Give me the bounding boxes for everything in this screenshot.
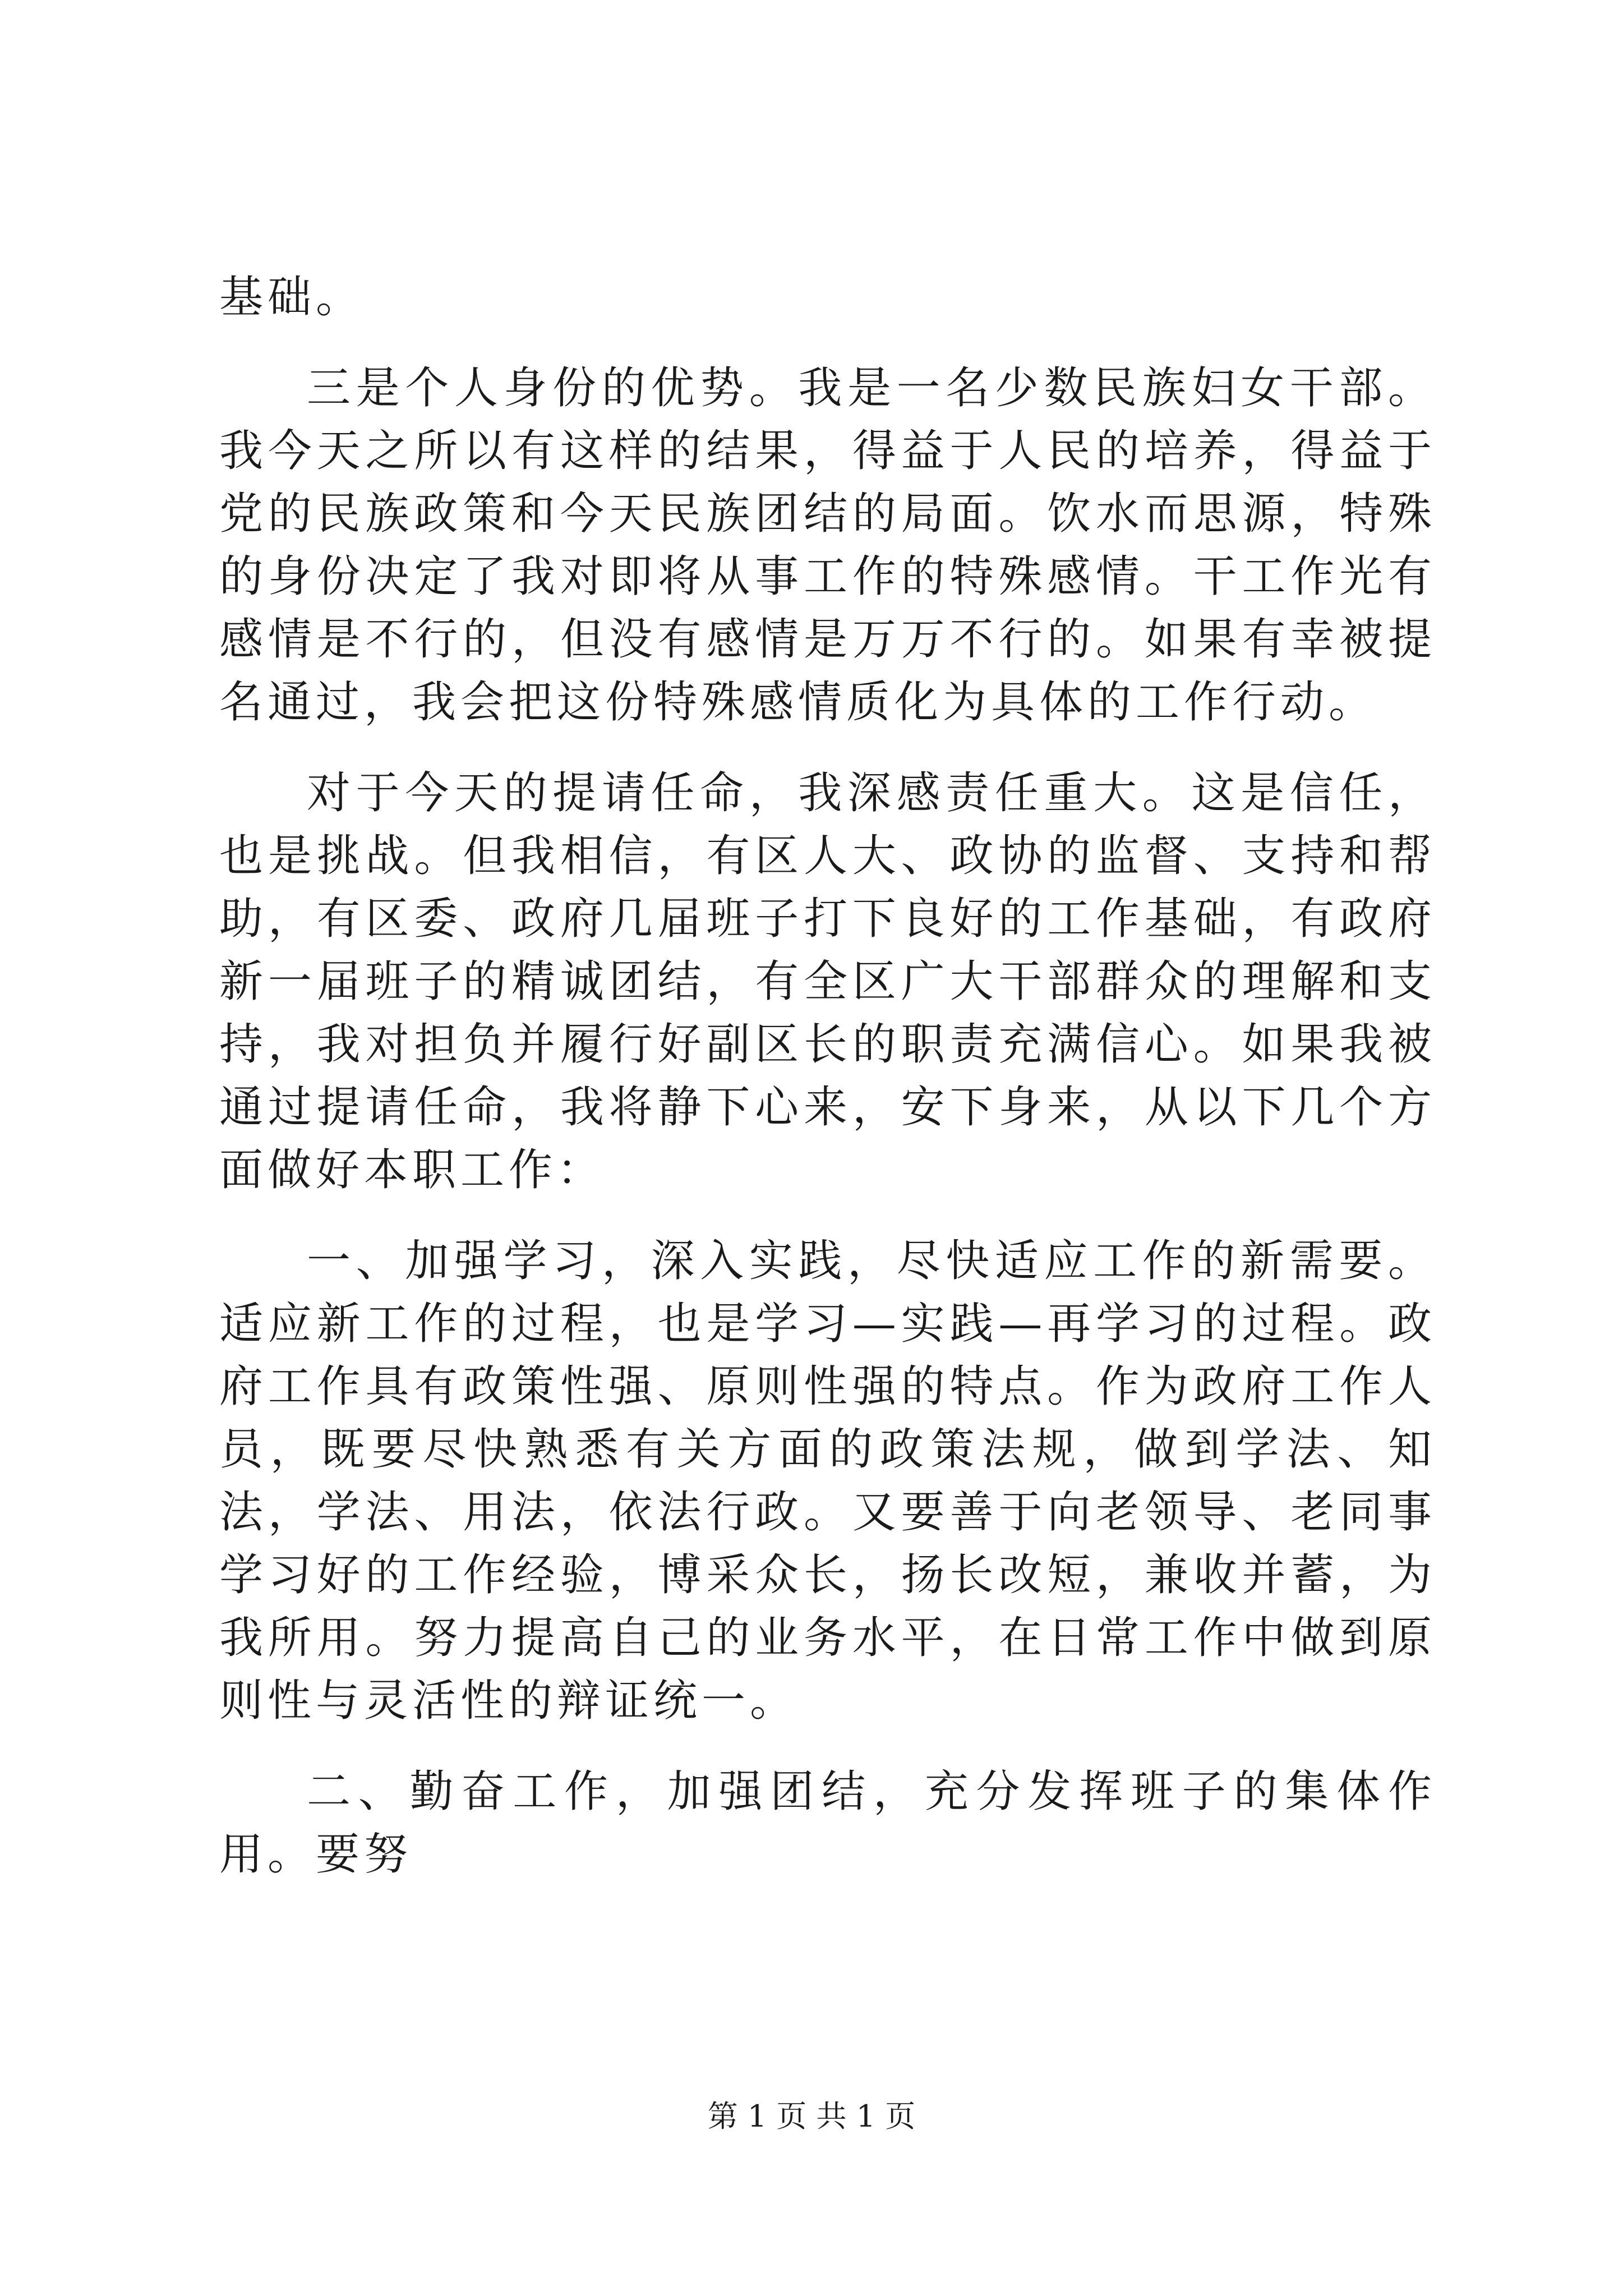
document-body [219,266,1436,1886]
page-number-label: 第 1 页 共 1 页 [707,2099,916,2134]
paragraph-4: 一、加强学习，深入实践，尽快适应工作的新需要。适应新工作的过程，也是学习—实践—再学习的过程。政府工作具有政策性强、原则性强的特点。作为政府工作人员，既要尽快熟悉有关方面的政策法规，做到学法、知法，学法、用法，依法行政。又要善于向老领导、老同事学习好的工作经验，博采众长，扬长改短，兼收并蓄，为我所用。努力提高自己的业务水平，在日常工作中做到原则性与灵活性的辩证统一。 [219,1236,1436,1726]
paragraph-2: 三是个人身份的优势。我是一名少数民族妇女干部。我今天之所以有这样的结果，得益于人民的培养，得益于党的民族政策和今天民族团结的局面。饮水而思源，特殊的身份决定了我对即将从事工作的特殊感情。干工作光有感情是不行的，但没有感情是万万不行的。如果有幸被提名通过，我会把这份特殊感情质化为具体的工作行动。 [219,363,1436,728]
paragraph-5: 二、勤奋工作，加强团结，充分发挥班子的集体作用。要努 [219,1766,1436,1880]
page-footer [0,2097,1623,2136]
paragraph-1: 基础。 [219,272,365,323]
paragraph-3: 对于今天的提请任命，我深感责任重大。这是信任，也是挑战。但我相信，有区人大、政协的监督、支持和帮助，有区委、政府几届班子打下良好的工作基础，有政府新一届班子的精诚团结，有全区广大干部群众的理解和支持，我对担负并履行好副区长的职责充满信心。如果我被通过提请任命，我将静下心来，安下身来，从以下几个方面做好本职工作： [219,768,1436,1195]
